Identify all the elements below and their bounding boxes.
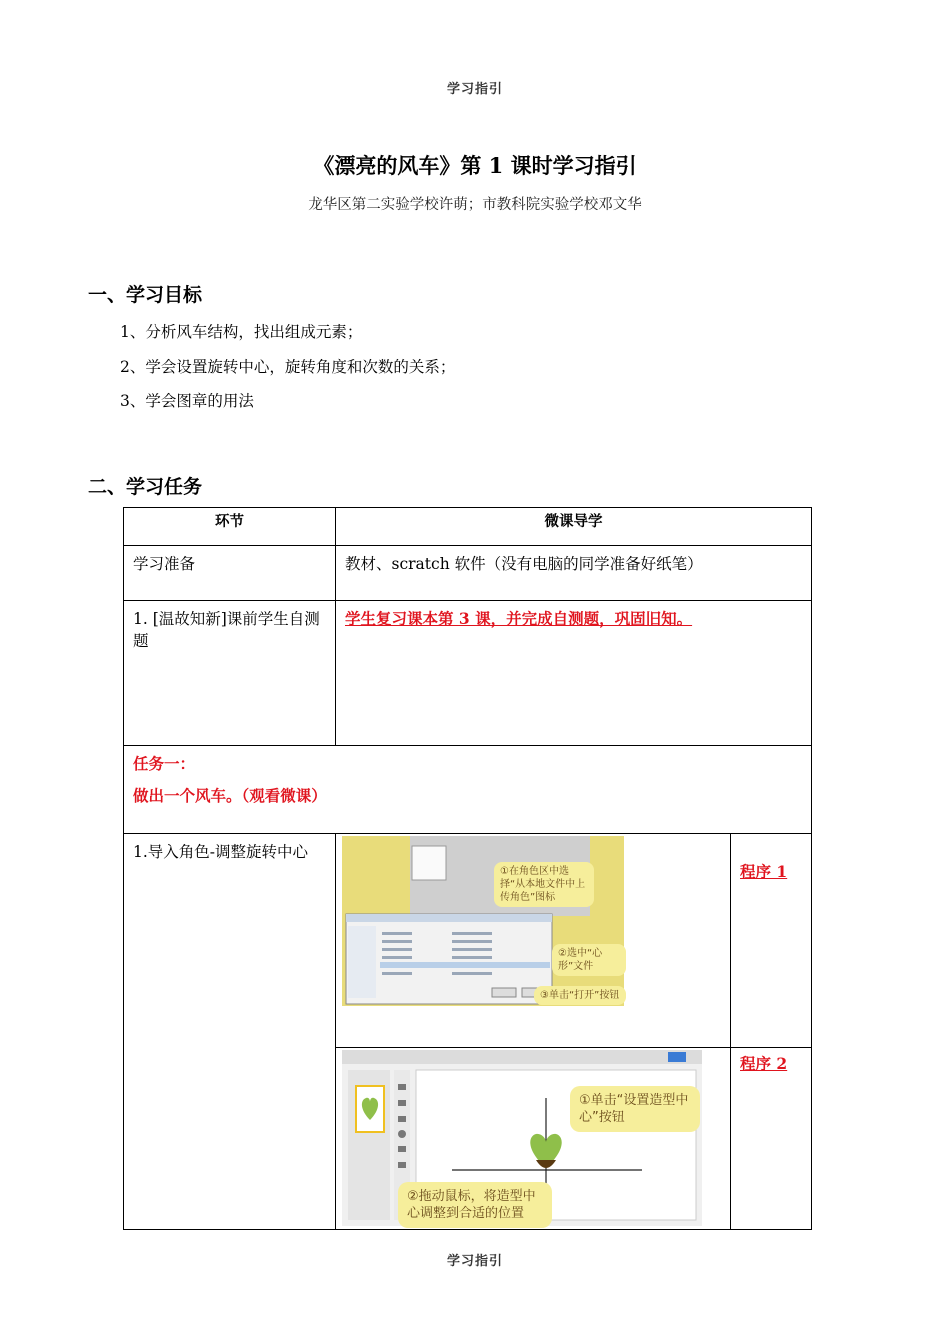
program-2-label: 程序 2 bbox=[740, 1054, 788, 1073]
stage-cell: 学习准备 bbox=[124, 546, 336, 601]
section-heading-tasks: 二、学习任务 bbox=[88, 476, 203, 498]
table-row bbox=[124, 601, 812, 746]
stage-cell: 1.导入角色-调整旋转中心 bbox=[124, 834, 336, 1230]
screenshot-set-center bbox=[342, 1050, 702, 1226]
program-1-label: 程序 1 bbox=[740, 862, 788, 881]
section-heading-goals: 一、学习目标 bbox=[88, 284, 203, 306]
review-instruction: 学生复习课本第 3 课，并完成自测题，巩固旧知。 bbox=[345, 609, 693, 628]
document-title: 《漂亮的风车》第 1 课时学习指引 bbox=[313, 153, 637, 178]
goal-item: 3、学会图章的用法 bbox=[120, 392, 254, 410]
screenshot-upload-sprite bbox=[342, 836, 624, 1006]
table-row bbox=[124, 834, 812, 1048]
column-header-stage: 环节 bbox=[124, 508, 336, 546]
task-table bbox=[123, 507, 812, 1230]
column-header-guide: 微课导学 bbox=[336, 508, 812, 546]
running-footer: 学习指引 bbox=[446, 1254, 503, 1269]
program-cell bbox=[731, 834, 812, 1048]
guide-cell bbox=[336, 601, 812, 746]
guide-cell: 教材、scratch 软件（没有电脑的同学准备好纸笔） bbox=[336, 546, 812, 601]
goal-item: 2、学会设置旋转中心，旋转角度和次数的关系； bbox=[120, 358, 456, 376]
callout-select-file: ②选中“心形”文件 bbox=[552, 944, 626, 976]
goal-item: 1、分析风车结构，找出组成元素； bbox=[120, 323, 363, 341]
task-one-title: 任务一： bbox=[133, 754, 196, 773]
callout-upload-icon: ①在角色区中选择“从本地文件中上传角色”图标 bbox=[494, 862, 594, 907]
task-one-description: 做出一个风车。（观看微课） bbox=[133, 786, 327, 805]
callout-open-button: ③单击“打开”按钮 bbox=[534, 986, 626, 1005]
stage-cell: 1. [温故知新]课前学生自测题 bbox=[124, 601, 336, 746]
program-cell bbox=[731, 1048, 812, 1230]
callout-drag-center: ②拖动鼠标，将造型中心调整到合适的位置 bbox=[398, 1182, 552, 1228]
table-row bbox=[124, 746, 812, 834]
table-row bbox=[124, 546, 812, 601]
callout-set-center-button: ①单击“设置造型中心”按钮 bbox=[570, 1086, 700, 1132]
running-header: 学习指引 bbox=[446, 82, 503, 97]
screenshot-cell bbox=[336, 1048, 731, 1230]
screenshot-cell bbox=[336, 834, 731, 1048]
task-one-cell bbox=[124, 746, 812, 834]
document-authors: 龙华区第二实验学校许萌；市教科院实验学校邓文华 bbox=[308, 197, 642, 213]
